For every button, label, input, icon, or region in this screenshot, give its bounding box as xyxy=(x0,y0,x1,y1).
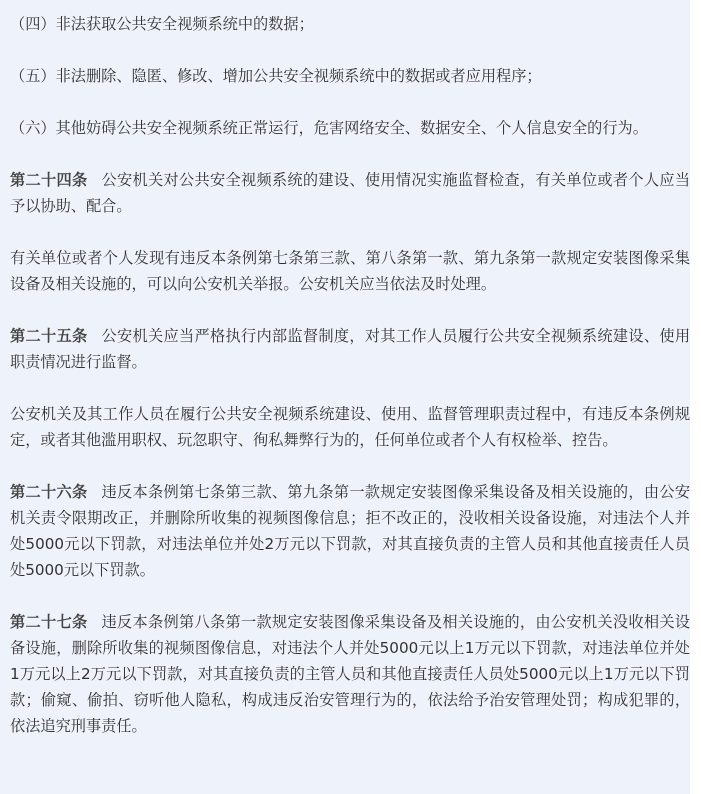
paragraph-text: 公安机关应当严格执行内部监督制度，对其工作人员履行公共安全视频系统建设、使用职责情况进行监督。 xyxy=(10,327,691,371)
clause-item-4 xyxy=(10,11,690,37)
paragraph-text: （四）非法获取公共安全视频系统中的数据； xyxy=(10,15,314,33)
paragraph-text: 有关单位或者个人发现有违反本条例第七条第三款、第八条第一款、第九条第一款规定安装图像采集设备及相关设施的，可以向公安机关举报。公安机关应当依法及时处理。 xyxy=(10,249,690,293)
article-25-paragraph-2 xyxy=(10,401,690,453)
paragraph-text: 违反本条例第八条第一款规定安装图像采集设备及相关设施的，由公安机关没收相关设备设施，删除所收集的视频图像信息，对违法个人并处5000元以上1万元以下罚款，对违法单位并处1万元以上2万元以下罚款，对其直接负责的主管人员和其他直接责任人员处5000元以上1万元以下罚款；偷窥、偷拍、窃听他人隐私，构成违反治安管理行为的，依法给予治安管理处罚；构成犯罪的，依法追究刑事责任。 xyxy=(10,613,691,735)
article-number: 第二十五条 xyxy=(10,327,88,345)
article-25 xyxy=(10,323,690,375)
article-24-paragraph-2 xyxy=(10,245,690,297)
paragraph-text: 违反本条例第七条第三款、第九条第一款规定安装图像采集设备及相关设施的，由公安机关责令限期改正，并删除所收集的视频图像信息；拒不改正的，没收相关设备设施，对违法个人并处5000元以下罚款，对违法单位并处2万元以下罚款，对其直接负责的主管人员和其他直接责任人员处5000元以下罚款。 xyxy=(10,483,691,579)
paragraph-text: 公安机关对公共安全视频系统的建设、使用情况实施监督检查，有关单位或者个人应当予以协助、配合。 xyxy=(10,171,691,215)
clause-item-6 xyxy=(10,115,690,141)
article-number: 第二十六条 xyxy=(10,483,88,501)
paragraph-text: （六）其他妨碍公共安全视频系统正常运行，危害网络安全、数据安全、个人信息安全的行为。 xyxy=(10,119,648,137)
clause-item-5 xyxy=(10,63,690,89)
article-27 xyxy=(10,609,690,739)
article-24 xyxy=(10,167,690,219)
paragraph-text: 公安机关及其工作人员在履行公共安全视频系统建设、使用、监督管理职责过程中，有违反本条例规定，或者其他滥用职权、玩忽职守、徇私舞弊行为的，任何单位或者个人有权检举、控告。 xyxy=(10,405,690,449)
paragraph-text: （五）非法删除、隐匿、修改、增加公共安全视频系统中的数据或者应用程序； xyxy=(10,67,542,85)
article-26 xyxy=(10,479,690,583)
article-number: 第二十七条 xyxy=(10,613,88,631)
article-number: 第二十四条 xyxy=(10,171,88,189)
